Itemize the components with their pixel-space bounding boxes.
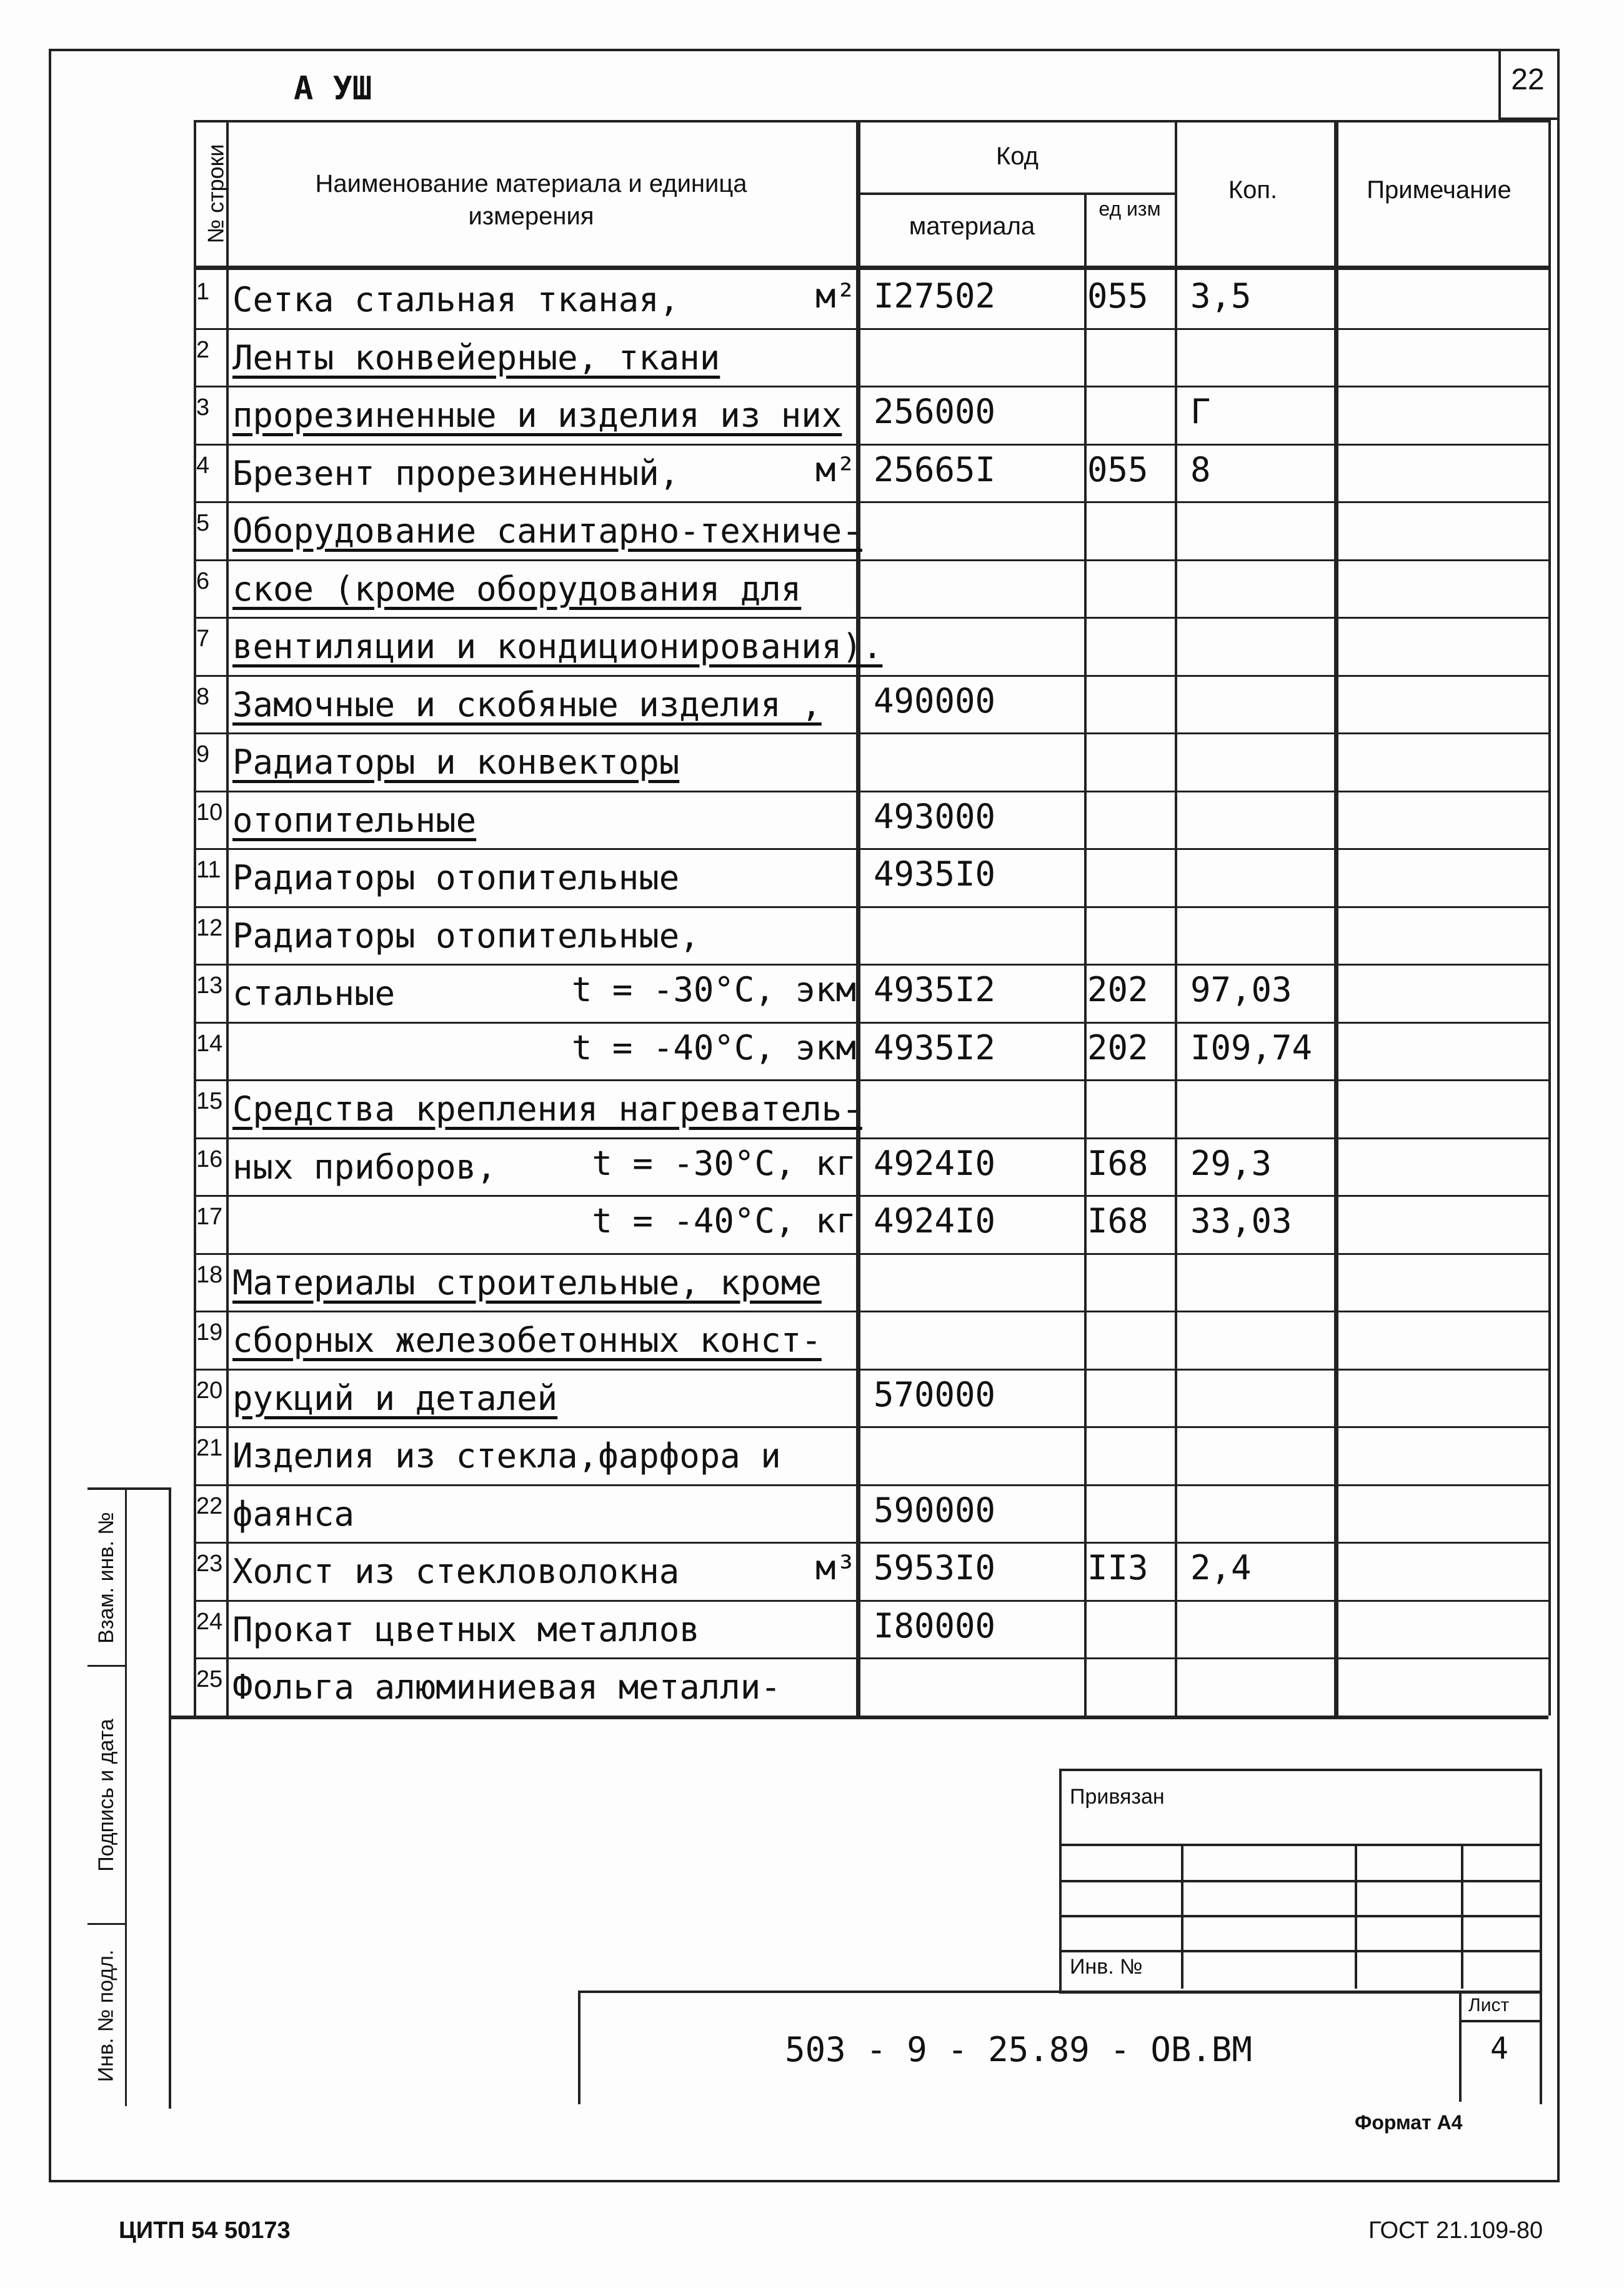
row-number: 5 <box>196 510 210 536</box>
row-number: 23 <box>196 1551 223 1577</box>
row-name: сборных железобетонных конст- <box>232 1321 822 1360</box>
row-code-material: I80000 <box>874 1606 996 1646</box>
row-code-material: 4935I2 <box>874 970 996 1009</box>
footer-left: ЦИТП 54 50173 <box>119 2217 291 2244</box>
row-code-material: 590000 <box>874 1490 996 1530</box>
row-name: Оборудование санитарно-техниче- <box>232 511 862 551</box>
row-number: 9 <box>196 741 210 767</box>
row-number: 19 <box>196 1319 223 1346</box>
row-unit: t = -30°C, экм <box>571 970 856 1009</box>
table-row <box>194 1484 1548 1544</box>
row-name: Материалы строительные, кроме <box>232 1262 822 1302</box>
row-number: 21 <box>196 1435 223 1461</box>
row-code-unit: 055 <box>1087 276 1148 316</box>
row-number: 16 <box>196 1146 223 1172</box>
side-stamp <box>87 1487 171 2109</box>
row-number: 12 <box>196 914 223 941</box>
header-row-no-label: № строки <box>202 144 229 244</box>
row-qty: 2,4 <box>1190 1548 1252 1587</box>
side-inv-label: Инв. № подл. <box>94 1949 118 2082</box>
footer-right: ГОСТ 21.109-80 <box>1368 2217 1543 2244</box>
row-name: Изделия из стекла,фарфора и <box>232 1436 781 1476</box>
table-row <box>194 1137 1548 1197</box>
row-name: Радиаторы отопительные, <box>232 916 700 956</box>
row-number: 7 <box>196 626 210 652</box>
header-note: Примечание <box>1367 176 1512 204</box>
table-row <box>194 1022 1548 1082</box>
row-number: 20 <box>196 1377 223 1404</box>
row-code-unit: 202 <box>1087 1027 1148 1067</box>
row-name: Радиаторы и конвекторы <box>232 742 680 782</box>
row-name: Радиаторы отопительные <box>232 858 680 897</box>
header-code: Код <box>995 142 1039 170</box>
row-number: 14 <box>196 1030 223 1057</box>
row-code-material: 4935I0 <box>874 854 996 894</box>
format-label: Формат А4 <box>1355 2111 1463 2134</box>
table-row <box>194 1195 1548 1255</box>
album-code: А УШ <box>294 70 372 107</box>
header-row-no <box>194 122 237 266</box>
row-qty: 3,5 <box>1190 276 1252 316</box>
row-number: 4 <box>196 452 210 479</box>
table-row <box>194 328 1548 388</box>
table-row <box>194 270 1548 330</box>
table-row <box>194 906 1548 966</box>
row-unit: t = -40°C, кг <box>592 1201 856 1241</box>
table-row <box>194 559 1548 619</box>
privyazan-label: Привязан <box>1070 1785 1165 1809</box>
table-row <box>194 386 1548 446</box>
row-name: Замочные и скобяные изделия , <box>232 684 822 724</box>
table-header-bottom <box>194 266 1548 270</box>
row-number: 22 <box>196 1492 223 1519</box>
inv-no-label: Инв. № <box>1070 1955 1143 1979</box>
table-top-line <box>194 120 1548 122</box>
row-number: 18 <box>196 1261 223 1288</box>
list-line <box>1459 2020 1540 2022</box>
row-qty: 97,03 <box>1190 970 1292 1009</box>
row-code-material: 4924I0 <box>874 1201 996 1241</box>
table-row <box>194 848 1548 908</box>
row-name: Холст из стекловолокна <box>232 1552 680 1591</box>
row-number: 11 <box>196 857 221 883</box>
table-row <box>194 617 1548 677</box>
row-name: Ленты конвейерные, ткани <box>232 337 720 377</box>
row-unit: м³ <box>815 1548 856 1587</box>
header-code-material: материала <box>909 212 1035 240</box>
side-podpis-cell <box>87 1667 127 1925</box>
side-vzam-cell <box>87 1490 127 1667</box>
table-row <box>194 1657 1548 1717</box>
row-number: 15 <box>196 1088 223 1114</box>
row-code-unit: 202 <box>1087 970 1148 1009</box>
privyazan-line-1 <box>1059 1844 1540 1846</box>
row-number: 24 <box>196 1608 223 1635</box>
row-qty: Г <box>1190 392 1211 431</box>
table-row <box>194 1311 1548 1371</box>
row-code-unit: II3 <box>1087 1548 1148 1587</box>
side-vzam-label: Взам. инв. № <box>94 1511 118 1644</box>
code-subheader-line <box>856 192 1175 195</box>
row-code-unit: I68 <box>1087 1143 1148 1183</box>
privyazan-line-4 <box>1059 1950 1540 1952</box>
row-number: 25 <box>196 1666 223 1692</box>
row-code-material: 4924I0 <box>874 1143 996 1183</box>
row-code-material: 25665I <box>874 449 996 489</box>
row-number: 1 <box>196 279 210 305</box>
row-code-material: 570000 <box>874 1374 996 1414</box>
row-code-unit: 055 <box>1087 449 1148 489</box>
designation: 503 - 9 - 25.89 - ОВ.ВМ <box>785 2030 1252 2069</box>
row-number: 10 <box>196 799 223 826</box>
row-code-material: 5953I0 <box>874 1548 996 1587</box>
row-name: Средства крепления нагреватель- <box>232 1089 862 1129</box>
row-name: Прокат цветных металлов <box>232 1609 700 1649</box>
privyazan-line-2 <box>1059 1880 1540 1882</box>
privyazan-vline-1 <box>1181 1844 1183 1989</box>
row-number: 3 <box>196 394 210 421</box>
row-name: ское (кроме оборудования для <box>232 569 802 609</box>
row-code-material: 4935I2 <box>874 1027 996 1067</box>
row-number: 13 <box>196 972 223 999</box>
table-row <box>194 1542 1548 1602</box>
side-inv-cell <box>87 1925 127 2106</box>
row-code-material: I27502 <box>874 276 996 316</box>
page-number: 22 <box>1511 63 1545 96</box>
row-code-unit: I68 <box>1087 1201 1148 1241</box>
row-name: Фольга алюминиевая металли- <box>232 1667 781 1707</box>
table-row <box>194 444 1548 504</box>
table-row <box>194 675 1548 735</box>
row-name: ных приборов, <box>232 1147 497 1187</box>
table-row <box>194 1600 1548 1660</box>
row-number: 8 <box>196 683 210 710</box>
row-name: Брезент прорезиненный, <box>232 453 680 493</box>
row-name: фаянса <box>232 1494 355 1534</box>
list-value: 4 <box>1490 2031 1508 2066</box>
row-name: стальные <box>232 974 396 1013</box>
row-code-material: 256000 <box>874 392 996 431</box>
table-row <box>194 1369 1548 1429</box>
table-row <box>194 501 1548 561</box>
table-row <box>194 732 1548 792</box>
table-row <box>194 1079 1548 1139</box>
row-name: Сетка стальная тканая, <box>232 280 680 319</box>
table-row <box>194 1426 1548 1486</box>
header-name: Наименование материала и единица измерения <box>315 170 747 230</box>
row-code-material: 490000 <box>874 681 996 721</box>
row-name: вентиляции и кондиционирования). <box>232 627 883 666</box>
table-row <box>194 791 1548 851</box>
row-unit: м² <box>815 276 856 316</box>
row-number: 2 <box>196 336 210 363</box>
row-name: прорезиненные и изделия из них <box>232 396 842 435</box>
row-name: рукций и деталей <box>232 1378 558 1418</box>
header-qty: Коп. <box>1228 176 1278 204</box>
row-unit: t = -40°C, экм <box>571 1027 856 1067</box>
table-row <box>194 964 1548 1024</box>
row-name: отопительные <box>232 800 477 840</box>
privyazan-line-3 <box>1059 1915 1540 1917</box>
side-podpis-label: Подпись и дата <box>94 1718 118 1872</box>
privyazan-vline-3 <box>1461 1844 1463 1989</box>
list-label: Лист <box>1468 1995 1510 2016</box>
row-qty: 33,03 <box>1190 1201 1292 1241</box>
row-code-material: 493000 <box>874 796 996 836</box>
row-qty: I09,74 <box>1190 1027 1313 1067</box>
privyazan-vline-2 <box>1355 1844 1357 1989</box>
table-col-line-6 <box>1548 120 1551 1716</box>
table-row <box>194 1253 1548 1313</box>
row-qty: 8 <box>1190 449 1211 489</box>
row-number: 6 <box>196 567 210 594</box>
row-number: 17 <box>196 1204 223 1230</box>
row-unit: м² <box>815 449 856 489</box>
row-qty: 29,3 <box>1190 1143 1272 1183</box>
header-code-unit: ед изм <box>1098 197 1161 220</box>
row-unit: t = -30°C, кг <box>592 1143 856 1183</box>
